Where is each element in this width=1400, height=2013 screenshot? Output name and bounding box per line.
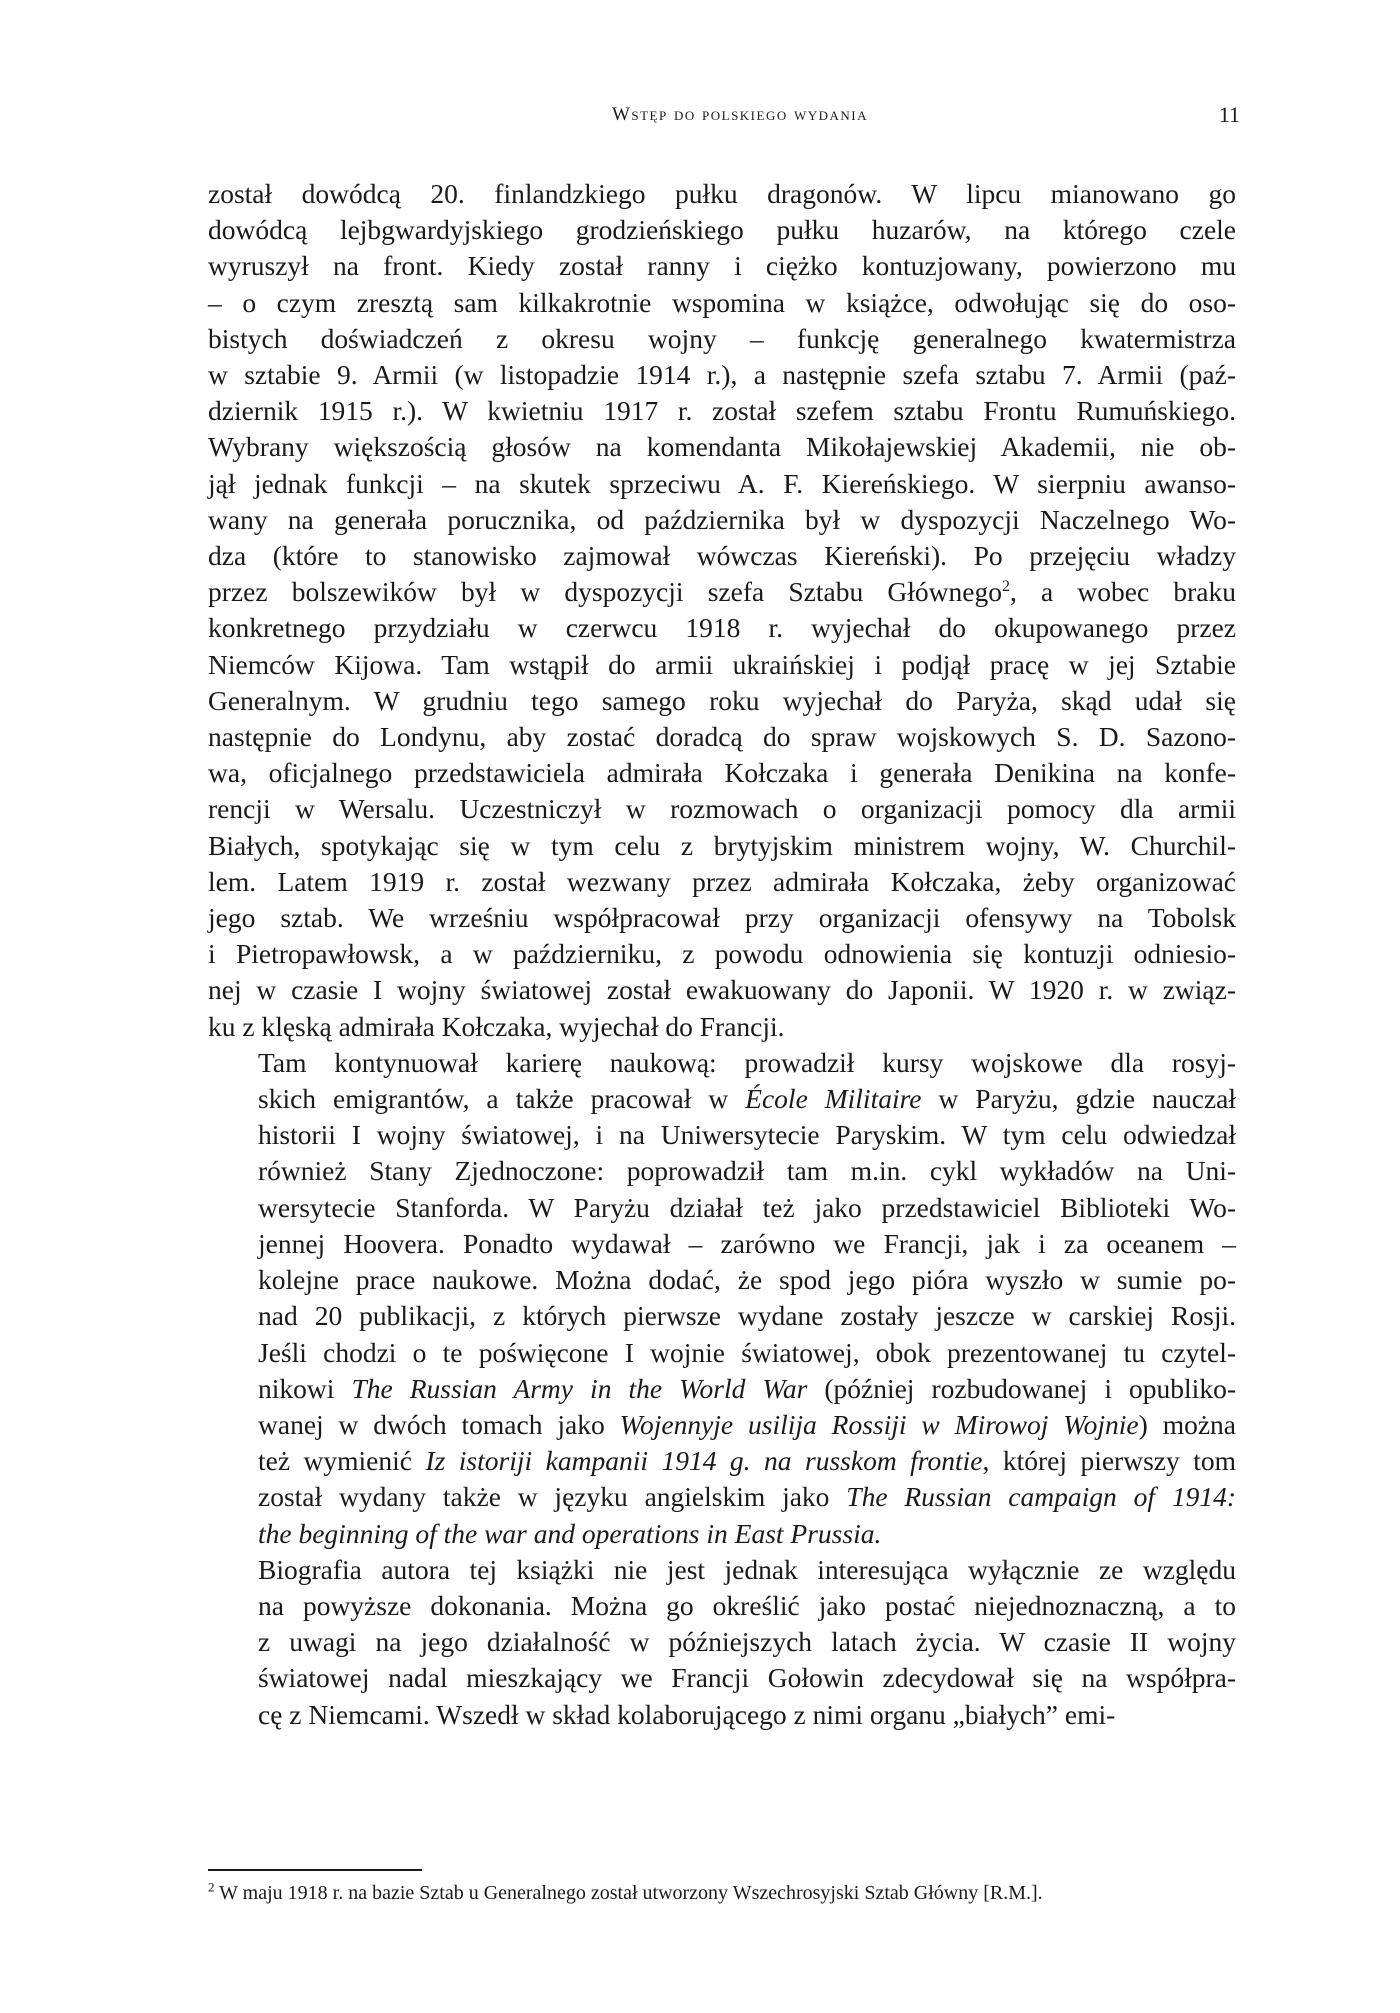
text-line: w sztabie 9. Armii (w listopadzie 1914 r.), a następnie szefa sztabu 7. Armii (paź-	[208, 359, 1236, 391]
text-line: Jeśli chodzi o te poświęcone I wojnie światowej, obok prezentowanej tu czytel-	[258, 1336, 1236, 1368]
text-line: jennej Hoovera. Ponadto wydawał – zarówno we Francji, jak i za oceanem –	[258, 1227, 1236, 1259]
text-line: światowej nadal mieszkający we Francji Gołowin zdecydował się na współpra-	[258, 1662, 1236, 1694]
text-line: z uwagi na jego działalność w późniejszych latach życia. W czasie II wojny	[258, 1626, 1236, 1658]
text-line: na powyższe dokonania. Można go określić jako postać niejednoznaczną, a to	[258, 1589, 1236, 1621]
text-line: ku z klęską admirała Kołczaka, wyjechał do Francji.	[208, 1010, 785, 1042]
text-line: również Stany Zjednoczone: poprowadził tam m.in. cykl wykładów na Uni-	[258, 1155, 1236, 1187]
text-line-continuation: , a wobec braku	[1009, 576, 1237, 608]
text-line: Biografia autora tej książki nie jest jednak interesująca wyłącznie ze względu	[258, 1553, 1236, 1585]
text-line: skich emigrantów, a także pracował w École Militaire w Paryżu, gdzie nauczał	[258, 1083, 1236, 1115]
text-line: następnie do Londynu, aby zostać doradcą do spraw wojskowych S. D. Sazono-	[208, 721, 1236, 753]
text-line: został wydany także w języku angielskim jako The Russian campaign of 1914:	[258, 1481, 1236, 1513]
text-line: rencji w Wersalu. Uczestniczył w rozmowach o organizacji pomocy dla armii	[208, 793, 1236, 825]
text-line: cę z Niemcami. Wszedł w skład kolaborującego z nimi organu „białych” emi-	[258, 1698, 1116, 1730]
text-line: dza (które to stanowisko zajmował wówczas Kiereński). Po przejęciu władzy	[208, 540, 1236, 572]
text-line: Niemców Kijowa. Tam wstąpił do armii ukraińskiej i podjął pracę w jej Sztabie	[208, 648, 1236, 680]
text-line: nad 20 publikacji, z których pierwsze wydane zostały jeszcze w carskiej Rosji.	[258, 1300, 1236, 1332]
text-line: Tam kontynuował karierę naukową: prowadził kursy wojskowe dla rosyj-	[258, 1046, 1236, 1078]
body-text	[208, 176, 1236, 1733]
text-line: bistych doświadczeń z okresu wojny – funkcję generalnego kwatermistrza	[208, 322, 1236, 354]
text-line: wanej w dwóch tomach jako Wojennyje usilija Rossiji w Mirowoj Wojnie) można	[258, 1408, 1236, 1440]
text-line: wyruszył na front. Kiedy został ranny i ciężko kontuzjowany, powierzono mu	[208, 250, 1236, 282]
text-line: jął jednak funkcji – na skutek sprzeciwu A. F. Kiereńskiego. W sierpniu awanso-	[208, 467, 1236, 499]
text-line: historii I wojny światowej, i na Uniwersytecie Paryskim. W tym celu odwiedzał	[258, 1119, 1236, 1151]
text-line: dziernik 1915 r.). W kwietniu 1917 r. został szefem sztabu Frontu Rumuńskiego.	[208, 395, 1236, 427]
footnote-rule	[208, 1869, 422, 1871]
text-line: nej w czasie I wojny światowej został ewakuowany do Japonii. W 1920 r. w związ-	[208, 974, 1236, 1006]
text-line: the beginning of the war and operations in East Prussia.	[258, 1517, 882, 1549]
text-line: został dowódcą 20. finlandzkiego pułku dragonów. W lipcu mianowano go	[208, 178, 1236, 209]
running-head: Wstęp do polskiego wydania	[611, 104, 869, 125]
text-line-content: przez bolszewików był w dyspozycji szefa Sztabu Głównego	[208, 576, 1002, 608]
text-line: nikowi The Russian Army in the World War (później rozbudowanej i opubliko-	[258, 1372, 1236, 1404]
text-line: Generalnym. W grudniu tego samego roku wyjechał do Paryża, skąd udał się	[208, 684, 1236, 716]
text-line: wa, oficjalnego przedstawiciela admirała Kołczaka i generała Denikina na konfe-	[208, 757, 1236, 789]
text-line: dowódcą lejbgwardyjskiego grodzieńskiego pułku huzarów, na którego czele	[208, 214, 1236, 246]
paragraph	[208, 1552, 1236, 1733]
paragraph	[208, 1045, 1236, 1552]
footnote-number: 2	[208, 1879, 215, 1895]
footnote	[208, 1880, 1236, 1906]
footnote-text: W maju 1918 r. na bazie Sztab u Generalnego został utworzony Wszechrosyjski Sztab Główny [R.M.].	[219, 1882, 1043, 1904]
text-line: konkretnego przydziału w czerwcu 1918 r. wyjechał do okupowanego przez	[208, 612, 1236, 644]
footnote-reference[interactable]: 2	[1001, 578, 1010, 596]
text-line: też wymienić Iz istoriji kampanii 1914 g. na russkom frontie, której pierwszy tom	[258, 1445, 1236, 1477]
text-line: Białych, spotykając się w tym celu z brytyjskim ministrem wojny, W. Churchil-	[208, 829, 1236, 861]
text-line: kolejne prace naukowe. Można dodać, że spod jego pióra wyszło w sumie po-	[258, 1264, 1236, 1296]
paragraph	[208, 176, 1236, 1045]
text-line	[208, 574, 1236, 610]
text-line: – o czym zresztą sam kilkakrotnie wspomina w książce, odwołując się do oso-	[208, 286, 1236, 318]
text-line: jego sztab. We wrześniu współpracował przy organizacji ofensywy na Tobolsk	[208, 902, 1236, 934]
text-line: wersytecie Stanforda. W Paryżu działał też jako przedstawiciel Biblioteki Wo-	[258, 1191, 1236, 1223]
page-number: 11	[1218, 102, 1240, 127]
text-line: Wybrany większością głosów na komendanta Mikołajewskiej Akademii, nie ob-	[208, 431, 1236, 463]
text-line: lem. Latem 1919 r. został wezwany przez admirała Kołczaka, żeby organizować	[208, 865, 1236, 897]
text-line: wany na generała porucznika, od października był w dyspozycji Naczelnego Wo-	[208, 503, 1236, 535]
text-line: i Pietropawłowsk, a w październiku, z powodu odnowienia się kontuzji odniesio-	[208, 938, 1236, 970]
